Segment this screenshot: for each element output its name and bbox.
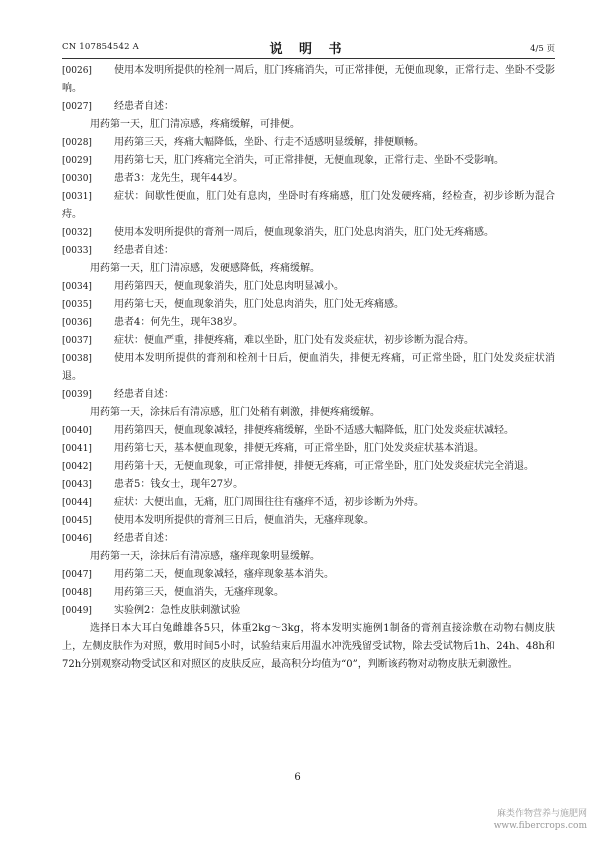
paragraph-text: 使用本发明所提供的膏剂和栓剂十日后，便血消失，排便无疼痛，可正常坐卧，肛门处发炎症状消退。 [62,353,555,382]
paragraph [62,512,555,530]
paragraph-text: 症状：间歇性便血，肛门处有息肉，坐卧时有疼痛感，肛门处发硬疼痛，经检查，初步诊断为混合痔。 [62,191,555,220]
paragraph-number: [0040] [62,426,92,436]
paragraph [62,260,555,278]
paragraph-text: 用药第四天，便血现象消失，肛门处息肉明显减小。 [114,281,344,292]
paragraph [62,170,555,188]
paragraph [62,494,555,512]
paragraph-text: 使用本发明所提供的膏剂一周后，便血现象消失，肛门处息肉消失，肛门处无疼痛感。 [114,227,494,238]
paragraph [62,314,555,332]
paragraph-number: [0042] [62,462,92,472]
paragraph [62,548,555,566]
paragraph [62,224,555,242]
paragraph [62,116,555,134]
paragraph [62,620,555,674]
document-body [62,62,555,674]
watermark [494,808,587,832]
paragraph [62,188,555,224]
paragraph-text: 患者4：何先生，现年38岁。 [114,317,244,328]
paragraph-number: [0028] [62,138,92,148]
paragraph-number: [0036] [62,318,92,328]
paragraph-number: [0032] [62,228,92,238]
paragraph-number: [0027] [62,102,92,112]
paragraph-text: 选择日本大耳白兔雌雄各5只，体重2kg～3kg，将本发明实施例1制备的膏剂直接涂敷在动物右侧皮肤上，左侧皮肤作为对照，敷用时间5小时，试验结束后用温水冲洗残留受试物，除去受试物后1h、24h、48h和72h分别观察动物受试区和对照区的皮肤反应，最高积分均值为“0”，判断该药物对动物皮肤无刺激性。 [62,623,555,670]
document-title: 说 明 书 [269,42,348,57]
paragraph [62,134,555,152]
paragraph-number: [0037] [62,336,92,346]
paragraph-text: 症状：大便出血，无痛，肛门周围往往有瘙痒不适，初步诊断为外痔。 [114,497,424,508]
paragraph [62,422,555,440]
paragraph-number: [0046] [62,534,92,544]
paragraph [62,530,555,548]
paragraph-text: 症状：便血严重，排便疼痛，难以坐卧，肛门处有发炎症状，初步诊断为混合痔。 [114,335,474,346]
paragraph [62,278,555,296]
page-indicator: 4/5 页 [530,44,555,54]
paragraph [62,386,555,404]
paragraph [62,62,555,98]
paragraph-text: 使用本发明所提供的膏剂三日后，便血消失，无瘙痒现象。 [114,515,374,526]
patent-number: CN 107854542 A [62,42,139,52]
paragraph [62,350,555,386]
watermark-site-name: 麻类作物营养与施肥网 [496,809,587,819]
paragraph-number: [0049] [62,606,92,616]
paragraph [62,566,555,584]
paragraph-number: [0038] [62,354,92,364]
paragraph-number: [0039] [62,390,92,400]
paragraph [62,242,555,260]
paragraph-number: [0030] [62,174,92,184]
paragraph-text: 用药第二天，便血现象减轻，瘙痒现象基本消失。 [114,569,334,580]
paragraph-text: 经患者自述： [114,101,174,112]
paragraph [62,602,555,620]
paragraph [62,152,555,170]
paragraph-number: [0033] [62,246,92,256]
paragraph-number: [0031] [62,192,92,202]
paragraph-text: 用药第三天，便血消失，无瘙痒现象。 [114,587,284,598]
paragraph-text: 用药第七天，肛门疼痛完全消失，可正常排便，无便血现象，正常行走、坐卧不受影响。 [114,155,504,166]
paragraph-number: [0041] [62,444,92,454]
paragraph [62,404,555,422]
paragraph-number: [0048] [62,588,92,598]
paragraph [62,458,555,476]
paragraph-number: [0047] [62,570,92,580]
paragraph-number: [0034] [62,282,92,292]
paragraph [62,440,555,458]
paragraph-text: 患者3：龙先生，现年44岁。 [114,173,244,184]
paragraph-number: [0044] [62,498,92,508]
paragraph-text: 经患者自述： [114,389,174,400]
paragraph-text: 经患者自述： [114,533,174,544]
paragraph-text: 用药第七天，便血现象消失，肛门处息肉消失，肛门处无疼痛感。 [114,299,404,310]
watermark-url: www.fibercrops.com [493,821,587,831]
paragraph-text: 用药第一天，涂抹后有清凉感，瘙痒现象明显缓解。 [90,551,320,562]
paragraph [62,296,555,314]
paragraph-text: 用药第七天，基本便血现象，排便无疼痛，可正常坐卧，肛门处发炎症状基本消退。 [114,443,484,454]
paragraph [62,584,555,602]
paragraph-text: 经患者自述： [114,245,174,256]
paragraph-text: 用药第四天，便血现象减轻，排便疼痛缓解，坐卧不适感大幅降低，肛门处发炎症状减轻。 [114,425,514,436]
paragraph-number: [0035] [62,300,92,310]
paragraph [62,332,555,350]
paragraph-number: [0045] [62,516,92,526]
paragraph-text: 患者5：钱女士，现年27岁。 [114,479,244,490]
paragraph-text: 使用本发明所提供的栓剂一周后，肛门疼痛消失，可正常排便，无便血现象，正常行走、坐卧不受影响。 [62,65,555,94]
paragraph-text: 用药第一天，肛门清凉感，发硬感降低，疼痛缓解。 [90,263,320,274]
paragraph-text: 实验例2：急性皮肤刺激试验 [114,605,241,616]
paragraph-number: [0043] [62,480,92,490]
paragraph-text: 用药第一天，涂抹后有清凉感，肛门处稍有刺激，排便疼痛缓解。 [90,407,380,418]
header-rule [62,58,555,59]
paragraph [62,98,555,116]
paragraph-text: 用药第十天，无便血现象，可正常排便，排便无疼痛，可正常坐卧，肛门处发炎症状完全消退。 [114,461,534,472]
paragraph-number: [0026] [62,66,92,76]
paragraph-text: 用药第一天，肛门清凉感，疼痛缓解，可排便。 [90,119,300,130]
paragraph-number: [0029] [62,156,92,166]
page-number: 6 [294,772,301,783]
paragraph-text: 用药第三天，疼痛大幅降低，坐卧、行走不适感明显缓解，排便顺畅。 [114,137,424,148]
paragraph [62,476,555,494]
page-header [62,38,555,56]
